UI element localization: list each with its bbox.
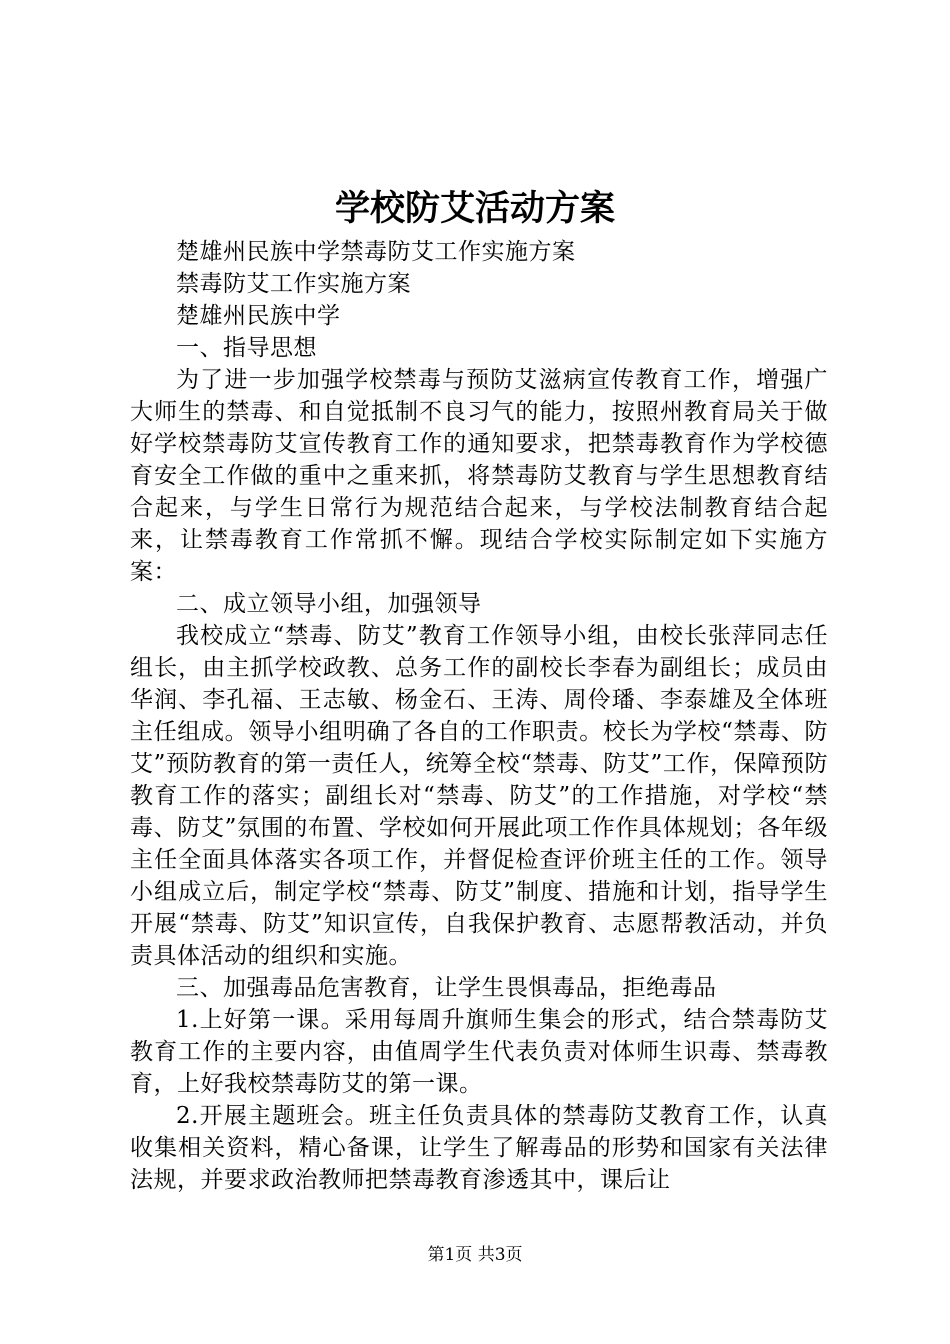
paragraph-heading-plan: 禁毒防艾工作实施方案 [176, 271, 411, 297]
paragraph-class-meeting: 2.开展主题班会。班主任负责具体的禁毒防艾教育工作，认真收集相关资料，精心备课，让学生了解毒品的形势和国家有关法律法规，并要求政治教师把禁毒教育渗透其中，课后让 [130, 1103, 828, 1193]
section-heading-leadership-group: 二、成立领导小组，加强领导 [176, 591, 482, 617]
paragraph-school-name: 楚雄州民族中学 [176, 303, 341, 329]
page-number-footer: 第1页 共3页 [427, 1245, 523, 1265]
section-heading-drug-education: 三、加强毒品危害教育，让学生畏惧毒品，拒绝毒品 [176, 975, 717, 1001]
paragraph-guiding-ideology: 为了进一步加强学校禁毒与预防艾滋病宣传教育工作，增强广大师生的禁毒、和自觉抵制不良习气的能力，按照州教育局关于做好学校禁毒防艾宣传教育工作的通知要求，把禁毒教育作为学校德育安全工作做的重中之重来抓，将禁毒防艾教育与学生思想教育结合起来，与学生日常行为规范结合起来，与学校法制教育结合起来，让禁毒教育工作常抓不懈。现结合学校实际制定如下实施方案： [130, 367, 828, 585]
section-heading-guiding-ideology: 一、指导思想 [176, 335, 317, 361]
paragraph-first-lesson: 1.上好第一课。采用每周升旗师生集会的形式，结合禁毒防艾教育工作的主要内容，由值周学生代表负责对体师生识毒、禁毒教育，上好我校禁毒防艾的第一课。 [130, 1007, 828, 1097]
paragraph-leadership-group: 我校成立“禁毒、防艾”教育工作领导小组，由校长张萍同志任组长，由主抓学校政教、总务工作的副校长李春为副组长；成员由华润、李孔福、王志敏、杨金石、王涛、周伶璠、李泰雄及全体班主任组成。领导小组明确了各自的工作职责。校长为学校“禁毒、防艾”预防教育的第一责任人，统筹全校“禁毒、防艾”工作，保障预防教育工作的落实；副组长对“禁毒、防艾”的工作措施，对学校“禁毒、防艾”氛围的布置、学校如何开展此项工作作具体规划；各年级主任全面具体落实各项工作，并督促检查评价班主任的工作。领导小组成立后，制定学校“禁毒、防艾”制度、措施和计划，指导学生开展“禁毒、防艾”知识宣传，自我保护教育、志愿帮教活动，并负责具体活动的组织和实施。 [130, 623, 828, 969]
paragraph-heading-school-plan: 楚雄州民族中学禁毒防艾工作实施方案 [176, 239, 576, 265]
document-title: 学校防艾活动方案 [334, 188, 615, 229]
document-body [130, 236, 828, 1196]
